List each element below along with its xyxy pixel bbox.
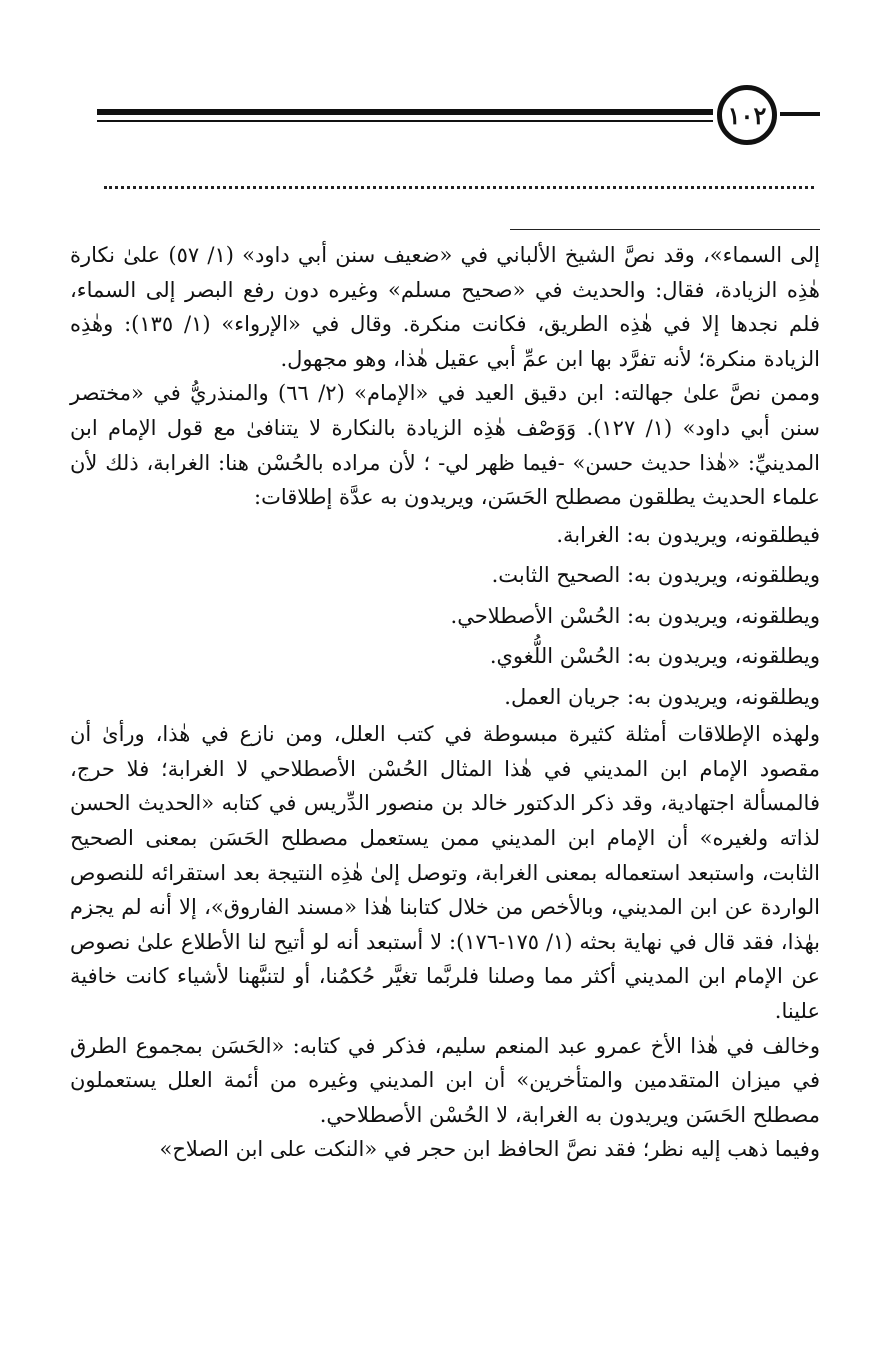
header-rule-tail <box>780 112 820 116</box>
dotted-separator <box>104 186 814 189</box>
list-item: ويطلقونه، ويريدون به: الحُسْن الأصطلاحي. <box>450 603 820 628</box>
footnote-rule <box>510 229 820 230</box>
list-item: فيطلقونه، ويريدون به: الغرابة. <box>556 522 820 547</box>
header-rule-thick <box>97 109 713 115</box>
list-item: ويطلقونه، ويريدون به: الصحيح الثابت. <box>491 563 820 588</box>
page-number: ١٠٢ <box>717 85 777 145</box>
paragraph: وخالف في هٰذا الأخ عمرو عبد المنعم سليم، فذكر في كتابه: «الحَسَن بمجموع الطرق في ميزان المتقدمين والمتأخرين» أن ابن المديني وغيره من أئمة العلل يستعملون مصطلح الحَسَن ويريدون به الغرابة، لا الحُسْن الأصطلاحي. <box>70 1033 820 1127</box>
paragraph: إلى السماء»، وقد نصَّ الشيخ الألباني في «ضعيف سنن أبي داود» (١/ ٥٧) علىٰ نكارة هٰذِه الزيادة، فقال: والحديث في «صحيح مسلم» وغيره دون رفع البصر إلى السماء، فلم نجدها إلا في هٰذِه الطريق، فكانت منكرة. وقال في «الإرواء» (١/ ١٣٥): وهٰذِه الزيادة منكرة؛ لأنه تفرَّد بها ابن عمِّ أبي عقيل هٰذا، وهو مجهول. <box>70 243 820 371</box>
header-rule-thin <box>97 120 713 122</box>
page-header <box>97 82 823 152</box>
paragraph: وفيما ذهب إليه نظر؛ فقد نصَّ الحافظ ابن حجر في «النكت على ابن الصلاح» <box>159 1137 820 1162</box>
page-body <box>70 238 820 1167</box>
paragraph: وممن نصَّ علىٰ جهالته: ابن دقيق العيد في «الإمام» (٢/ ٦٦) والمنذريُّ في «مختصر سنن أبي داود» (١/ ١٢٧). وَوَصْف هٰذِه الزيادة بالنكارة لا يتنافىٰ مع قول الإمام ابن المدينيِّ: «هٰذا حديث حسن» -فيما ظهر لي- ؛ لأن مراده بالحُسْن هنا: الغرابة، ذلك لأن علماء الحديث يطلقون مصطلح الحَسَن، ويريدون به عدَّة إطلاقات: <box>70 381 820 510</box>
list-item: ويطلقونه، ويريدون به: جريان العمل. <box>504 684 820 709</box>
paragraph: ولهذه الإطلاقات أمثلة كثيرة مبسوطة في كتب العلل، ومن نازع في هٰذا، ورأىٰ أن مقصود الإمام ابن المديني في هٰذا المثال الحُسْن الأصطلاحي لا الغرابة؛ فلا حرج، فالمسألة اجتهادية، وقد ذكر الدكتور خالد بن منصور الدِّريس في كتابه «الحديث الحسن لذاته ولغيره» أن الإمام ابن المديني ممن يستعمل مصطلح الحَسَن بمعنى الصحيح الثابت، واستبعد استعماله بمعنى الغرابة، وتوصل إلىٰ هٰذِه النتيجة بعد استقرائه للنصوص الواردة عن ابن المديني، وبالأخص من خلال كتابنا هٰذا «مسند الفاروق»، إلا أنه لم يجزم بهٰذا، فقد قال في نهاية بحثه (١/ ١٧٥-١٧٦): لا أستبعد أنه لو أتيح لنا الأطلاع علىٰ نصوص عن الإمام ابن المديني أكثر مما وصلنا فلربَّما تغيَّر حُكمُنا، أو لتنبَّهنا لأشياء كانت خافية علينا. <box>70 722 820 1023</box>
list-item: ويطلقونه، ويريدون به: الحُسْن اللُّغوي. <box>489 644 820 669</box>
